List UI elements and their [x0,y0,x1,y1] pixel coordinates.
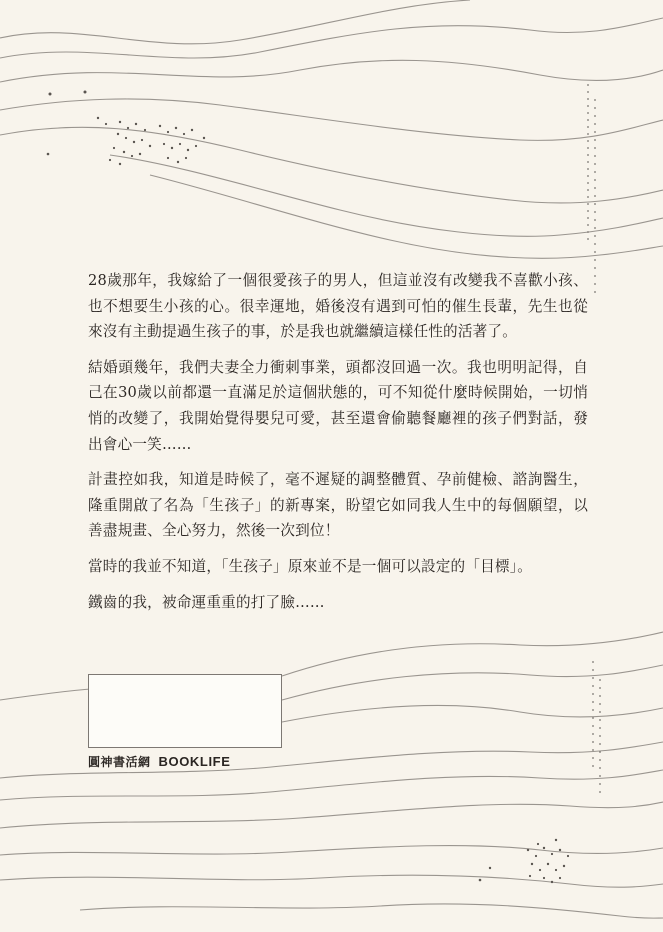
synopsis-paragraph: 28歲那年，我嫁給了一個很愛孩子的男人，但這並沒有改變我不喜歡小孩、也不想要生小孩的心。很幸運地，婚後沒有遇到可怕的催生長輩，先生也從來沒有主動提過生孩子的事，於是我也就繼續這樣任性的活著了。 [88,272,588,341]
publisher-logo [88,752,230,770]
wave-line [0,802,663,828]
wave-line [80,904,663,918]
wave-line [0,127,663,203]
synopsis-text [88,268,588,625]
wave-line [282,705,663,722]
wave-line [0,18,663,58]
dot-cluster-bottom [479,839,569,883]
wave-line [0,875,663,887]
wave-line [150,175,663,258]
wave-line [110,155,663,236]
wave-line [0,0,470,44]
wave-line [282,632,663,676]
wave-line [0,60,663,82]
dotted-column-bottom [592,661,601,793]
publisher-name-cn: 圓神書活網 [88,754,151,769]
wave-line [0,99,663,140]
wave-line [0,846,663,855]
synopsis-paragraph: 結婚頭幾年，我們夫妻全力衝刺事業，頭都沒回過一次。我也明明記得，自己在30歲以前都還一直滿足於這個狀態的，可不知從什麼時候開始，一切悄悄的改變了，我開始覺得嬰兒可愛，甚至還會偷聽餐廳裡的孩子們對話，發出會心一笑…… [88,358,588,453]
synopsis-paragraph: 鐵齒的我，被命運重重的打了臉…… [88,593,325,611]
wave-line [0,770,663,800]
wave-line [282,665,663,700]
publisher-name-en: BOOKLIFE [158,753,231,769]
barcode-box [88,674,282,748]
synopsis-paragraph: 當時的我並不知道，「生孩子」原來並不是一個可以設定的「目標」。 [88,557,533,575]
dotted-column-top [587,84,596,293]
synopsis-paragraph: 計畫控如我，知道是時候了，毫不遲疑的調整體質、孕前健檢、諮詢醫生，隆重開啟了名為「生孩子」的新專案，盼望它如同我人生中的每個願望，以善盡規畫、全心努力，然後一次到位！ [88,471,588,540]
